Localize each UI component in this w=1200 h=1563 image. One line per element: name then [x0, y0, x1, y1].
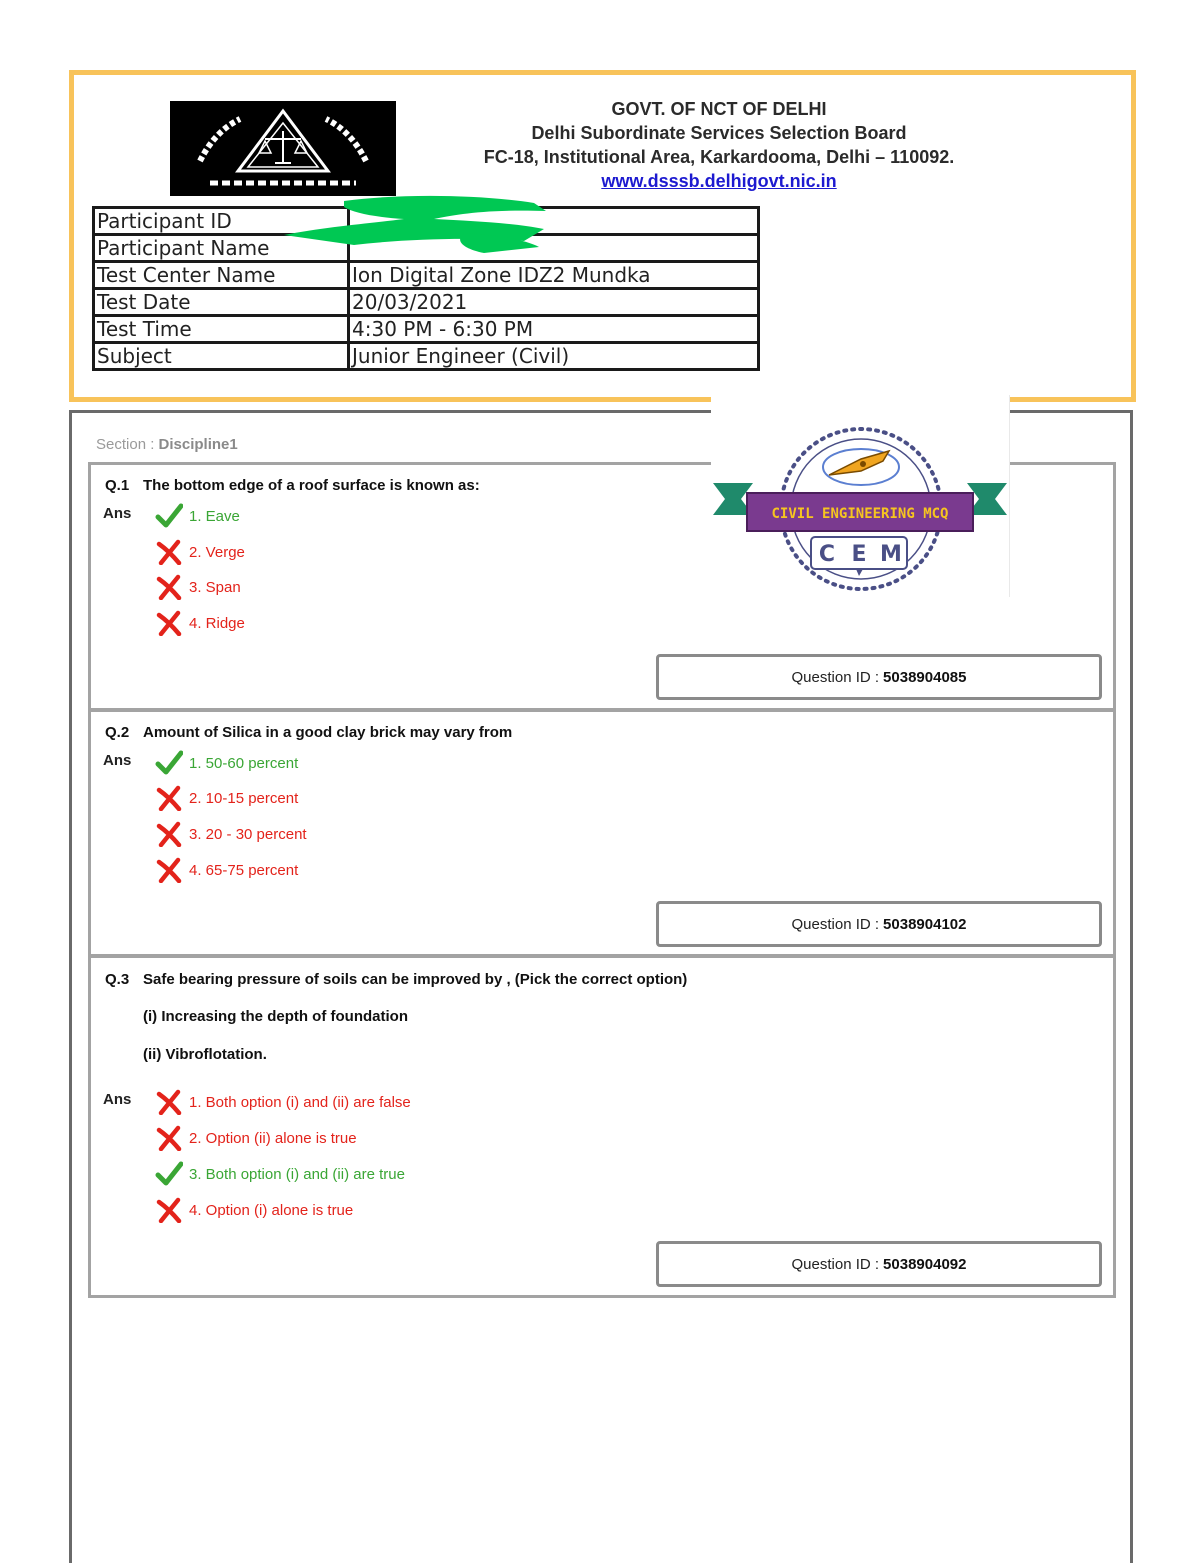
option-2	[155, 1125, 357, 1151]
government-title: GOVT. OF NCT OF DELHI	[611, 99, 827, 119]
info-row-test-time	[94, 316, 759, 343]
cross-icon	[155, 1197, 183, 1223]
option-text: 2. 10-15 percent	[189, 789, 299, 807]
question-id-value: 5038904102	[883, 915, 967, 933]
redaction-scribble	[284, 193, 554, 257]
answer-label: Ans	[103, 505, 132, 522]
info-row-test-date	[94, 289, 759, 316]
board-address: FC-18, Institutional Area, Karkardooma, Delhi – 110092.	[483, 147, 955, 167]
info-label: Test Center Name	[94, 262, 349, 289]
board-name: Delhi Subordinate Services Selection Board	[531, 123, 907, 143]
question-number: Q.3	[105, 971, 130, 988]
organization-block	[464, 97, 974, 193]
option-text: 1. Eave	[189, 507, 240, 525]
question-subline: (i) Increasing the depth of foundation	[143, 1008, 408, 1025]
question-number: Q.2	[105, 724, 130, 741]
question-card-3	[88, 955, 1116, 1298]
question-text: The bottom edge of a roof surface is known as:	[143, 477, 480, 494]
info-label: Test Time	[94, 316, 349, 343]
info-value: 20/03/2021	[349, 289, 759, 316]
info-label: Test Date	[94, 289, 349, 316]
question-subline: (ii) Vibroflotation.	[143, 1046, 267, 1063]
option-text: 4. 65-75 percent	[189, 861, 299, 879]
option-4	[155, 610, 245, 636]
civil-engineering-mcq-badge	[711, 395, 1009, 597]
option-4	[155, 1197, 353, 1223]
answer-label: Ans	[103, 752, 132, 769]
question-text: Safe bearing pressure of soils can be improved by , (Pick the correct option)	[143, 971, 688, 988]
info-value: Ion Digital Zone IDZ2 Mundka	[349, 262, 759, 289]
info-label: Participant ID	[94, 208, 349, 235]
badge-letter: E	[851, 542, 867, 567]
option-1	[155, 503, 240, 529]
question-id-label: Question ID :	[791, 1255, 880, 1273]
question-id-value: 5038904092	[883, 1255, 967, 1273]
info-label: Participant Name	[94, 235, 349, 262]
option-3	[155, 821, 307, 847]
option-3	[155, 574, 241, 600]
badge-letter: C	[818, 542, 836, 567]
exam-header	[69, 70, 1136, 402]
option-1	[155, 1089, 411, 1115]
cross-icon	[155, 1089, 183, 1115]
question-card-2	[88, 709, 1116, 957]
check-icon	[155, 750, 183, 776]
info-row-subject	[94, 343, 759, 370]
question-id-box	[656, 1241, 1102, 1287]
question-text: Amount of Silica in a good clay brick may vary from	[143, 724, 513, 741]
question-id-box	[656, 654, 1102, 700]
cross-icon	[155, 574, 183, 600]
info-value: Junior Engineer (Civil)	[349, 343, 759, 370]
option-text: 3. Span	[189, 578, 241, 596]
question-id-label: Question ID :	[791, 668, 880, 686]
cross-icon	[155, 539, 183, 565]
info-label: Subject	[94, 343, 349, 370]
option-text: 3. 20 - 30 percent	[189, 825, 307, 843]
section-label: Section : Discipline1	[96, 436, 238, 453]
question-id-box	[656, 901, 1102, 947]
info-value: 4:30 PM - 6:30 PM	[349, 316, 759, 343]
check-icon	[155, 1161, 183, 1187]
question-id-value: 5038904085	[883, 668, 967, 686]
cross-icon	[155, 610, 183, 636]
check-icon	[155, 503, 183, 529]
cross-icon	[155, 785, 183, 811]
option-3	[155, 1161, 405, 1187]
info-row-test-center	[94, 262, 759, 289]
option-text: 4. Ridge	[189, 614, 245, 632]
option-text: 1. Both option (i) and (ii) are false	[189, 1093, 411, 1111]
question-id-label: Question ID :	[791, 915, 880, 933]
option-text: 3. Both option (i) and (ii) are true	[189, 1165, 405, 1183]
option-2	[155, 539, 245, 565]
option-4	[155, 857, 298, 883]
cross-icon	[155, 821, 183, 847]
answer-label: Ans	[103, 1091, 132, 1108]
option-1	[155, 750, 298, 776]
website-link[interactable]: www.dsssb.delhigovt.nic.in	[601, 171, 837, 191]
section-name: Discipline1	[158, 436, 238, 453]
option-text: 2. Verge	[189, 543, 245, 561]
option-text: 4. Option (i) alone is true	[189, 1201, 354, 1219]
question-number: Q.1	[105, 477, 130, 494]
cross-icon	[155, 1125, 183, 1151]
option-text: 1. 50-60 percent	[189, 754, 299, 772]
option-2	[155, 785, 298, 811]
cross-icon	[155, 857, 183, 883]
option-text: 2. Option (ii) alone is true	[189, 1129, 357, 1147]
badge-letter: M	[880, 542, 902, 567]
badge-title: CIVIL ENGINEERING MCQ	[771, 506, 949, 522]
dsssb-logo	[170, 101, 396, 196]
